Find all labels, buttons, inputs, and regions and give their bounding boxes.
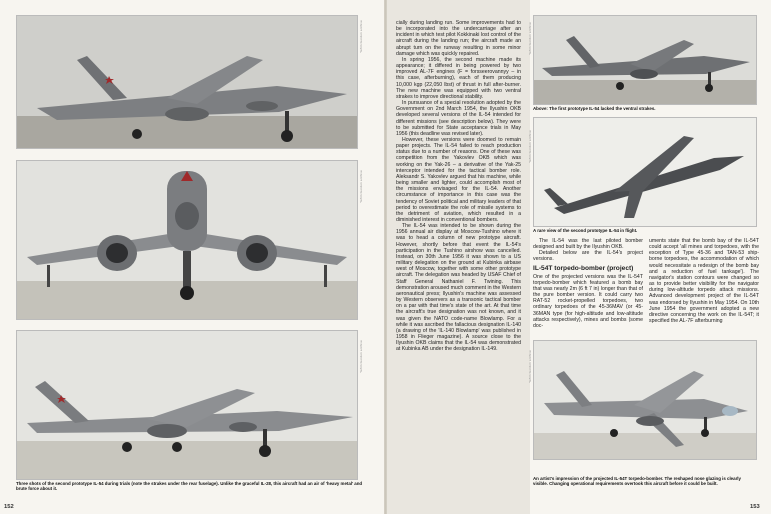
left-text-column bbox=[396, 20, 521, 352]
paragraph: One of the projected versions was the IL-54T torpedo-bomber which featured a bomb bay that was nearly 2m (6 ft 7 in) longer than that of the pure bomber version. It could carry two RAT-52 rocket-propelled torpedoes, two ordinary torpedoes of the 45-36MAV (or 45-36MAN type (for high-altitude and low-altitude attacks respectively), mines and bombs (some doc- bbox=[533, 273, 643, 329]
photo-in-flight bbox=[533, 117, 757, 227]
paragraph: In spring 1956, the second machine made its appearance; it differed in being powered by two improved AL-7F engines (F = forsseerovannyy – in this case, afterburning), each of them producing 10,000 kgp (22,050 lbst) of thrust in full after-burner. The new machine was equipped with two ventral strakes to improve directional stability. bbox=[396, 56, 521, 100]
caption-middle: A rare view of the second prototype IL-54 in flight. bbox=[533, 228, 638, 233]
left-page bbox=[0, 0, 385, 514]
photo-il54-taxiing bbox=[16, 15, 358, 149]
right-text-column-2 bbox=[649, 238, 759, 324]
left-caption: Three shots of the second prototype IL-54 during trials (note the strakes under the rear fuselage). Unlike the graceful IL-28, this aircraft had an air of 'heavy metal' and brute force about it. bbox=[16, 481, 363, 492]
page-gutter bbox=[384, 0, 387, 514]
photo-credit: Yefim Gordon archive bbox=[528, 130, 532, 163]
photo-il54-front-view bbox=[16, 160, 358, 320]
paragraph: In pursuance of a special resolution adopted by the Government on 2nd March 1954, the Ilyushin OKB developed several versions of the IL-54 intended for different missions (see description below). They were to be submitted for State acceptance trials in May 1956 (this deadline was revised later). bbox=[396, 100, 521, 137]
photo-first-prototype bbox=[533, 15, 757, 105]
photo-il54-side-view bbox=[16, 330, 358, 480]
photo-credit: Yefim Gordon archive bbox=[528, 22, 532, 55]
paragraph: uments state that the bomb bay of the IL-54T could accept 'all mines and torpedoes, with the exception of Type 45-36 and TAN-53 ship-borne torpedoes, the accommodation of which would necessitate a redesign of the bomb bay and a reduction of fuel tankage'). The navigator's station contours were changed so as to provide better visibility for the navigator during low-altitude torpedo attack missions. Advanced development project of the IL-54T was endorsed by Ilyushin in May 1954. On 10th June 1954 the government adopted a new directive concerning the work on the IL-54T; it specified the AL-7F afterburning bbox=[649, 238, 759, 325]
paragraph: The IL-54 was intended to be shown during the 1956 annual air display at Moscow-Tushino where it was to head a column of new prototype aircraft. However, shortly before that event the IL-54's participation in the Tushino airshow was cancelled. Instead, on 30th June 1956 it was shown to a US military delegation on the ground at Kubinka airbase west of Moscow, together with some other prototype aircraft. The delegation was headed by USAF Chief of Staff General Nathaniel F. Twining. This demonstration aroused much comment in the Western aeronautical press; Ilyushin's machine was assessed by Western observers as a transonic tactical bomber on a par with that time's state of the art. At that time the aircraft's true designation was not known, and it was given the NATO code-name Blowlamp. For a while it was ascribed the fallacious designation IL-140 (a drawing of the 'IL-140 Blowlamp' was published in 1958 in Flieger magazine). A source close to the Ilyushin OKB claims that the IL-54 was demonstrated at Kubinka AB under the designation IL-149. bbox=[396, 223, 521, 353]
right-text-column-1 bbox=[533, 238, 643, 329]
paragraph: However, these versions were doomed to remain paper projects. The IL-54 failed to reach production status due to a number of reasons. One of these was competition from the Yakovlev OKB which was working on the Yak-26 – a derivative of the Yak-25 interceptor intended for the tactical bomber role. Aleksandr S. Yakovlev argued that his machine, while being smaller and lighter, could accomplish most of the missions envisaged for the IL-54. Another circumstance of importance in this case was the tendency of Soviet political and military leaders of that period to overestimate the role of missile systems to the detriment of aviation, which resulted in a diminished interest in conventional bombers. bbox=[396, 136, 521, 223]
photo-credit: Yefim Gordon archive bbox=[359, 170, 363, 203]
photo-il54t-artist-impression bbox=[533, 340, 757, 460]
photo-credit: Yefim Gordon archive bbox=[359, 20, 363, 53]
caption-top: Above: The first prototype IL-54 lacked the ventral strakes. bbox=[533, 106, 656, 111]
page-number: 152 bbox=[4, 504, 14, 510]
photo-credit: Yefim Gordon archive bbox=[528, 350, 532, 383]
paragraph: Detailed below are the IL-54's project versions. bbox=[533, 250, 643, 263]
paragraph: cially during landing run. Some improvements had to be incorporated into the undercarriage after an incident in which test pilot Kokkinaki lost control of the aircraft during the landing run; the aircraft made an abrupt turn on the runway resulting in some minor damage which was quickly repaired. bbox=[396, 20, 521, 57]
photo-credit: Yefim Gordon archive bbox=[359, 340, 363, 373]
caption-bottom: An artist's impression of the projected IL-54T torpedo-bomber. The reshaped nose glazing is clearly visible. Changing operational requirements overtook this aircraft before it could be built. bbox=[533, 476, 741, 487]
section-heading: IL-54T torpedo-bomber (project) bbox=[533, 264, 634, 272]
page-number: 153 bbox=[750, 504, 760, 510]
paragraph: The IL-54 was the last piloted bomber designed and built by the Ilyushin OKB. bbox=[533, 238, 643, 251]
